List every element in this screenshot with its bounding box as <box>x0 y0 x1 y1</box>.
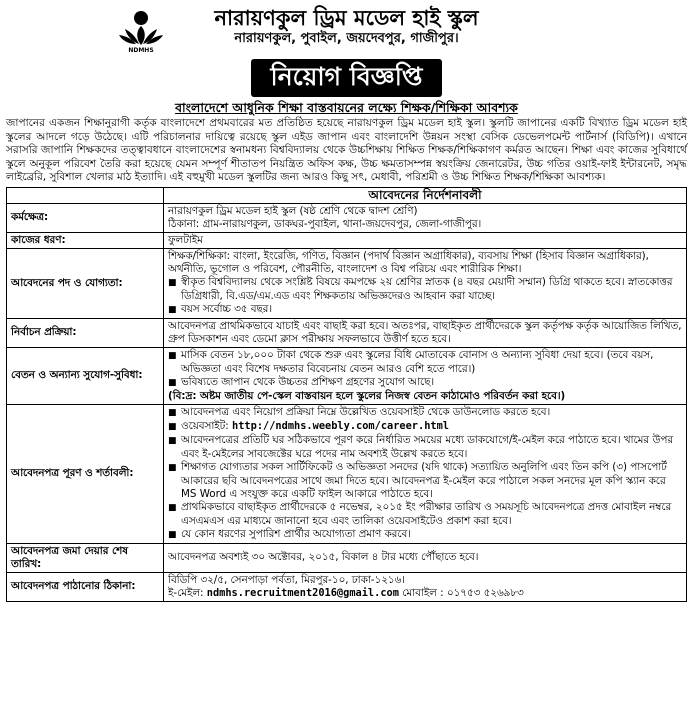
application-bullet: ■ আবেদনপত্রের প্রতিটি ঘর সঠিকভাবে পূরণ করে নির্ধারিত সময়ের মধ্যে ডাকযোগে/ই-মেইল করে পাঠাতে হবে। খামের উপর এবং ই-মেইলের সাবজেক্টের ঘরে পদের নাম অবশ্যই উল্লেখ করতে হবে। <box>168 434 682 461</box>
table-row <box>7 248 687 318</box>
application-bullet: ■ শিক্ষাগত যোগ্যতার সকল সার্টিফিকেট ও অভিজ্ঞতা সনদের (যদি থাকে) সত্যায়িত অনুলিপি এবং তিন কপি (৩) পাসপোর্ট আকারের ছবি আবেদনপত্রের সাথে জমা দিতে হবে। আবেদনপত্র ই-মেইল করে পাঠালে সকল সনদের মূল কপি স্ক্যান করে MS Word এ সংযুক্ত করে একটি ফাইল আকারে পাঠাতে হবে। <box>168 461 682 501</box>
lotus-logo-icon <box>118 9 164 47</box>
email-link[interactable]: ndmhs.recruitment2016@gmail.com <box>206 586 399 599</box>
table-row <box>7 203 687 232</box>
workplace-line1: নারায়ণকুল ড্রিম মডেল হাই স্কুল (ষষ্ঠ শ্রেণি থেকে দ্বাদশ শ্রেণি) <box>168 204 418 217</box>
application-bullet: ■ আবেদনপত্র এবং নিয়োগ প্রক্রিয়া নিম্নে উল্লেখিত ওয়েবসাইট থেকে ডাউনলোড করতে হবে। <box>168 406 682 420</box>
school-address: নারায়ণকুল, পুবাইল, জয়দেবপুর, গাজীপুর। <box>234 31 459 46</box>
table-row <box>7 572 687 601</box>
job-type-label: কাজের ধরণ: <box>7 232 164 248</box>
website-label: ওয়েবসাইট: <box>181 419 229 432</box>
instructions-table <box>6 187 687 602</box>
selection-value: আবেদনপত্র প্রাথমিকভাবে যাচাই এবং বাছাই করা হবে। অতঃপর, বাছাইকৃত প্রার্থীদেরকে স্কুল কর্তৃপক্ষ কর্তৃক আয়োজিত লিখিত, গ্রুপ ডিসকাশন এবং ডেমো ক্লাস পরীক্ষায় সফলভাবে উত্তীর্ণ হতে হবে। <box>164 318 687 347</box>
email-label: ই-মেইল: <box>168 586 204 599</box>
salary-value <box>164 347 687 404</box>
application-bullet: ■ যে কোন ধরণের সুপারিশ প্রার্থীর অযোগ্যতা প্রমাণ করবে। <box>168 528 682 542</box>
address-line1: বিডিপি ৩২/৫, সেনপাড়া পর্বতা, মিরপুর-১০, ঢাকা-১২১৬। <box>168 573 405 586</box>
job-type-value: ফুলটাইম <box>164 232 687 248</box>
table-row <box>7 318 687 347</box>
address-value <box>164 572 687 601</box>
table-row <box>7 404 687 543</box>
logo-text: NDMHS <box>128 47 154 54</box>
position-bullet: ■ স্বীকৃত বিশ্ববিদ্যালয় থেকে সংশ্লিষ্ট বিষয়ে কমপক্ষে ২য় শ্রেণির স্নাতক (৪ বছর মেয়াদী সম্মান) ডিগ্রি থাকতে হবে। স্নাতকোত্তর ডিগ্রিধারী, বি.এড/এম.এড এবং শিক্ষকতায় অভিজ্ঞদেরও আহবান করা যাচ্ছে। <box>168 276 682 303</box>
salary-note: (বি:দ্র: অষ্টম জাতীয় পে-স্কেল বাস্তবায়ন হলে স্কুলের নিজস্ব বেতন কাঠামোও পরিবর্তন করা হবে।) <box>168 389 566 402</box>
table-heading: আবেদনের নির্দেশনাবলী <box>164 187 687 203</box>
position-value <box>164 248 687 318</box>
selection-label: নির্বাচন প্রক্রিয়া: <box>7 318 164 347</box>
position-subjects: শিক্ষক/শিক্ষিকা: বাংলা, ইংরেজি, গণিত, বিজ্ঞান (পদার্থ বিজ্ঞান অগ্রাধিকার), ব্যবসায় শিক্ষা (হিসাব বিজ্ঞান অগ্রাধিকার), অর্থনীতি, ভূগোল ও পরিবেশ, পৌরনীতি, বাংলাদেশ ও বিশ্ব পরিচয় এবং শারীরিক শিক্ষা। <box>168 249 649 275</box>
table-row <box>7 543 687 572</box>
mobile-number: ০১৭৫৩ ৫২৬৯৮৩ <box>446 586 524 599</box>
salary-bullet: ■ ভবিষ্যতে জাপান থেকে উচ্চতর প্রশিক্ষণ গ্রহণের সুযোগ আছে। <box>168 376 682 390</box>
table-row <box>7 232 687 248</box>
notice-title-wrap <box>6 59 687 99</box>
school-name: নারায়ণকুল ড্রিম মডেল হাই স্কুল <box>214 6 479 30</box>
subtitle: বাংলাদেশে আধুনিক শিক্ষা বাস্তবায়নের লক্ষ্যে শিক্ষক/শিক্ষিকা আবশ্যক <box>175 100 518 115</box>
application-label: আবেদনপত্র পূরণ ও শর্তাবলী: <box>7 404 164 543</box>
address-label: আবেদনপত্র পাঠানোর ঠিকানা: <box>7 572 164 601</box>
application-value <box>164 404 687 543</box>
salary-label: বেতন ও অন্যান্য সুযোগ-সুবিধা: <box>7 347 164 404</box>
application-bullet: ■ প্রাথমিকভাবে বাছাইকৃত প্রার্থীদেরকে ৫ নভেম্বর, ২০১৫ ইং পরীক্ষার তারিখ ও সময়সূচি আবেদনপত্রে প্রদত্ত মোবাইল নম্বরে এসএমএস এর মাধ্যমে জানানো হবে এবং তালিকা ওয়েবসাইটেও প্রকাশ করা হবে। <box>168 501 682 528</box>
intro-paragraph: জাপানের একজন শিক্ষানুরাগী কর্তৃক বাংলাদেশে প্রথমবারের মত প্রতিষ্ঠিত হয়েছে নারায়ণকুল ড্রিম মডেল হাই স্কুল। স্কুলটি জাপানের একটি বিখ্যাত ড্রিম মডেল হাই স্কুলের আদলে গড়ে উঠেছে। এটি পরিচালনার দায়িত্বে রয়েছে স্কুল এইড জাপান এবং বাংলাদেশি উন্নয়ন সংস্থা বেসিক ডেভেলপমেন্ট পার্টনার্স (বিডিপি)। এখানে সরাসরি জাপানি শিক্ষকদের তত্ত্বাবধানে বাংলাদেশের স্বনামধন্য বিশ্ববিদ্যালয় থেকে উচ্চশিক্ষায় শিক্ষিত শিক্ষক/শিক্ষিকাগণ কর্মরত আছেন। শিক্ষা এবং কাজের সুবিধার্থে স্কুলে অনুকূল পরিবেশ তৈরি করা হয়েছে যেমন সম্পূর্ণ শীতাতপ নিয়ন্ত্রিত অফিস কক্ষ, উচ্চ ক্ষমতাসম্পন্ন স্বয়ংক্রিয় জেনারেটর, উচ্চ গতির ওয়াই-ফাই ইন্টারনেট, সমৃদ্ধ লাইব্রেরি, সুবিশাল খেলার মাঠ ইত্যাদি। এই বহুমুখী মডেল স্কুলটির জন্য আরও কিছু সৎ, মেধাবী, পরিশ্রমী ও উচ্চ শিক্ষিত শিক্ষক/শিক্ষিকা আবশ্যক। <box>6 117 687 184</box>
salary-bullet: ■ মাসিক বেতন ১৮,০০০ টাকা থেকে শুরু এবং স্কুলের বিধি মোতাবেক বোনাস ও অন্যান্য সুবিধা দেয়া হবে। (তবে বয়স, অভিজ্ঞতা এবং বিশেষ দক্ষতার বিবেচনায় বেতন আরও বেশি হতে পারে।) <box>168 349 682 376</box>
position-label: আবেদনের পদ ও যোগ্যতা: <box>7 248 164 318</box>
workplace-label: কর্মক্ষেত্র: <box>7 203 164 232</box>
workplace-value <box>164 203 687 232</box>
workplace-line2: ঠিকানা: গ্রাম-নারায়ণকুল, ডাকঘর-পুবাইল, থানা-জয়দেবপুর, জেলা-গাজীপুর। <box>168 217 482 230</box>
table-row <box>7 347 687 404</box>
mobile-label: মোবাইল : <box>402 586 444 599</box>
position-bullet: ■ বয়স সর্বোচ্চ ৩৫ বছর। <box>168 303 682 317</box>
website-link[interactable]: http://ndmhs.weebly.com/career.html <box>232 419 450 432</box>
deadline-value: আবেদনপত্র অবশ্যই ৩০ অক্টোবর, ২০১৫, বিকাল ৪ টার মধ্যে পৌঁছাতে হবে। <box>164 543 687 572</box>
table-row <box>7 187 687 203</box>
notice-title: নিয়োগ বিজ্ঞপ্তি <box>251 59 443 97</box>
website-bullet <box>168 420 682 434</box>
contact-line <box>168 587 682 600</box>
header <box>6 3 687 59</box>
deadline-label: আবেদনপত্র জমা দেয়ার শেষ তারিখ: <box>7 543 164 572</box>
school-logo <box>114 9 168 61</box>
